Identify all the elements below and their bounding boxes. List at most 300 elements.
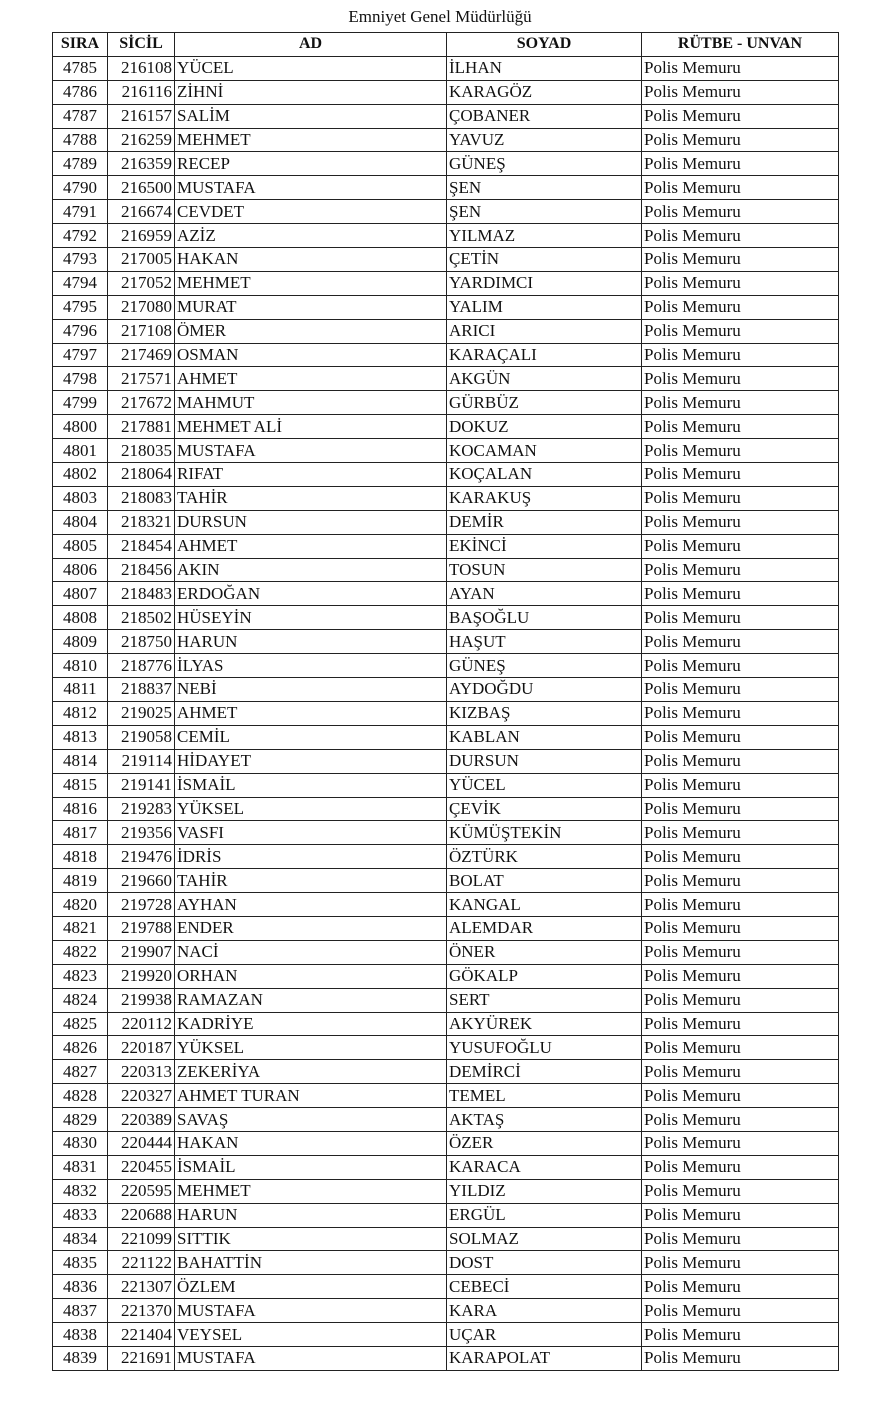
cell-sicil: 221307 (108, 1275, 175, 1299)
cell-soyad: BAŞOĞLU (447, 606, 642, 630)
table-row (53, 1251, 839, 1275)
table-row (53, 893, 839, 917)
cell-unvan: Polis Memuru (642, 869, 839, 893)
cell-sicil: 217108 (108, 319, 175, 343)
table-row (53, 606, 839, 630)
cell-sicil: 218035 (108, 439, 175, 463)
table-row (53, 439, 839, 463)
cell-sira: 4798 (53, 367, 108, 391)
cell-ad: AHMET (175, 701, 447, 725)
cell-ad: AKIN (175, 558, 447, 582)
cell-soyad: ERGÜL (447, 1203, 642, 1227)
cell-sicil: 218064 (108, 463, 175, 487)
cell-soyad: AKYÜREK (447, 1012, 642, 1036)
cell-soyad: EKİNCİ (447, 534, 642, 558)
cell-soyad: ÖNER (447, 940, 642, 964)
cell-unvan: Polis Memuru (642, 1155, 839, 1179)
cell-sicil: 218456 (108, 558, 175, 582)
cell-sicil: 217881 (108, 415, 175, 439)
cell-soyad: İLHAN (447, 56, 642, 80)
cell-sira: 4832 (53, 1179, 108, 1203)
cell-ad: TAHİR (175, 486, 447, 510)
cell-sira: 4809 (53, 630, 108, 654)
table-row (53, 1036, 839, 1060)
cell-soyad: ÇETİN (447, 248, 642, 272)
cell-soyad: TEMEL (447, 1084, 642, 1108)
cell-sicil: 216116 (108, 80, 175, 104)
table-body (53, 56, 839, 1370)
table-row (53, 367, 839, 391)
table-header-row (53, 33, 839, 57)
cell-ad: VASFI (175, 821, 447, 845)
cell-unvan: Polis Memuru (642, 749, 839, 773)
cell-ad: BAHATTİN (175, 1251, 447, 1275)
cell-soyad: KARAÇALI (447, 343, 642, 367)
cell-sira: 4833 (53, 1203, 108, 1227)
cell-unvan: Polis Memuru (642, 1179, 839, 1203)
cell-ad: ÖMER (175, 319, 447, 343)
table-row (53, 1275, 839, 1299)
table-row (53, 558, 839, 582)
cell-sicil: 218083 (108, 486, 175, 510)
table-row (53, 128, 839, 152)
table-row (53, 1179, 839, 1203)
cell-ad: AHMET TURAN (175, 1084, 447, 1108)
cell-soyad: TOSUN (447, 558, 642, 582)
cell-sicil: 219356 (108, 821, 175, 845)
cell-ad: SALİM (175, 104, 447, 128)
cell-sira: 4827 (53, 1060, 108, 1084)
cell-sira: 4823 (53, 964, 108, 988)
cell-ad: NACİ (175, 940, 447, 964)
table-row (53, 773, 839, 797)
table-row (53, 343, 839, 367)
table-row (53, 1299, 839, 1323)
table-row (53, 248, 839, 272)
cell-sicil: 220187 (108, 1036, 175, 1060)
table-row (53, 869, 839, 893)
column-header-soyad: SOYAD (447, 33, 642, 57)
cell-unvan: Polis Memuru (642, 56, 839, 80)
table-row (53, 200, 839, 224)
cell-sicil: 218837 (108, 678, 175, 702)
cell-sicil: 220389 (108, 1108, 175, 1132)
cell-sicil: 216359 (108, 152, 175, 176)
table-row (53, 1108, 839, 1132)
table-row (53, 415, 839, 439)
table-row (53, 1323, 839, 1347)
cell-soyad: KIZBAŞ (447, 701, 642, 725)
cell-soyad: KÜMÜŞTEKİN (447, 821, 642, 845)
cell-ad: ENDER (175, 916, 447, 940)
cell-sira: 4787 (53, 104, 108, 128)
cell-unvan: Polis Memuru (642, 606, 839, 630)
cell-sicil: 218321 (108, 510, 175, 534)
cell-unvan: Polis Memuru (642, 654, 839, 678)
cell-soyad: SOLMAZ (447, 1227, 642, 1251)
cell-soyad: KARACA (447, 1155, 642, 1179)
cell-sira: 4813 (53, 725, 108, 749)
cell-sicil: 219728 (108, 893, 175, 917)
cell-ad: CEMİL (175, 725, 447, 749)
cell-sira: 4812 (53, 701, 108, 725)
cell-sira: 4799 (53, 391, 108, 415)
table-row (53, 534, 839, 558)
cell-sira: 4789 (53, 152, 108, 176)
cell-sira: 4826 (53, 1036, 108, 1060)
cell-soyad: DOST (447, 1251, 642, 1275)
cell-ad: TAHİR (175, 869, 447, 893)
cell-ad: OSMAN (175, 343, 447, 367)
cell-sira: 4803 (53, 486, 108, 510)
cell-soyad: DOKUZ (447, 415, 642, 439)
cell-soyad: KARAKUŞ (447, 486, 642, 510)
cell-sira: 4821 (53, 916, 108, 940)
cell-sicil: 219114 (108, 749, 175, 773)
cell-sira: 4831 (53, 1155, 108, 1179)
cell-ad: MEHMET (175, 271, 447, 295)
cell-unvan: Polis Memuru (642, 1323, 839, 1347)
cell-sicil: 218776 (108, 654, 175, 678)
cell-sira: 4824 (53, 988, 108, 1012)
cell-sicil: 216157 (108, 104, 175, 128)
cell-soyad: YALIM (447, 295, 642, 319)
cell-soyad: BOLAT (447, 869, 642, 893)
cell-ad: AHMET (175, 367, 447, 391)
cell-sicil: 220444 (108, 1131, 175, 1155)
column-header-sicil: SİCİL (108, 33, 175, 57)
cell-unvan: Polis Memuru (642, 343, 839, 367)
table-row (53, 988, 839, 1012)
table-row (53, 821, 839, 845)
cell-sira: 4796 (53, 319, 108, 343)
cell-sira: 4801 (53, 439, 108, 463)
cell-sicil: 221370 (108, 1299, 175, 1323)
cell-ad: MEHMET (175, 128, 447, 152)
cell-unvan: Polis Memuru (642, 916, 839, 940)
cell-ad: YÜKSEL (175, 797, 447, 821)
cell-ad: MURAT (175, 295, 447, 319)
cell-soyad: CEBECİ (447, 1275, 642, 1299)
cell-ad: ORHAN (175, 964, 447, 988)
table-row (53, 845, 839, 869)
table-row (53, 1155, 839, 1179)
cell-sira: 4828 (53, 1084, 108, 1108)
cell-sira: 4815 (53, 773, 108, 797)
cell-unvan: Polis Memuru (642, 678, 839, 702)
cell-soyad: KANGAL (447, 893, 642, 917)
cell-sira: 4795 (53, 295, 108, 319)
cell-sira: 4804 (53, 510, 108, 534)
cell-ad: MUSTAFA (175, 1299, 447, 1323)
cell-sira: 4802 (53, 463, 108, 487)
page-title: Emniyet Genel Müdürlüğü (348, 7, 532, 26)
cell-ad: HAKAN (175, 248, 447, 272)
cell-unvan: Polis Memuru (642, 80, 839, 104)
cell-sicil: 219660 (108, 869, 175, 893)
cell-unvan: Polis Memuru (642, 224, 839, 248)
cell-sira: 4839 (53, 1346, 108, 1370)
cell-sira: 4805 (53, 534, 108, 558)
cell-sicil: 216500 (108, 176, 175, 200)
cell-unvan: Polis Memuru (642, 773, 839, 797)
cell-soyad: ŞEN (447, 200, 642, 224)
cell-ad: ÖZLEM (175, 1275, 447, 1299)
cell-sicil: 216959 (108, 224, 175, 248)
cell-ad: MEHMET (175, 1179, 447, 1203)
cell-ad: RIFAT (175, 463, 447, 487)
cell-ad: ZEKERİYA (175, 1060, 447, 1084)
cell-ad: İDRİS (175, 845, 447, 869)
cell-sicil: 216674 (108, 200, 175, 224)
cell-sira: 4797 (53, 343, 108, 367)
cell-unvan: Polis Memuru (642, 725, 839, 749)
cell-sira: 4836 (53, 1275, 108, 1299)
table-row (53, 654, 839, 678)
cell-soyad: ÖZTÜRK (447, 845, 642, 869)
table-row (53, 940, 839, 964)
cell-sira: 4785 (53, 56, 108, 80)
cell-sira: 4794 (53, 271, 108, 295)
cell-ad: HÜSEYİN (175, 606, 447, 630)
cell-sira: 4822 (53, 940, 108, 964)
cell-soyad: ÇEVİK (447, 797, 642, 821)
cell-soyad: KOÇALAN (447, 463, 642, 487)
cell-unvan: Polis Memuru (642, 1203, 839, 1227)
cell-sira: 4790 (53, 176, 108, 200)
cell-soyad: SERT (447, 988, 642, 1012)
cell-ad: AYHAN (175, 893, 447, 917)
cell-unvan: Polis Memuru (642, 1251, 839, 1275)
cell-ad: YÜCEL (175, 56, 447, 80)
cell-soyad: GÜNEŞ (447, 152, 642, 176)
cell-sicil: 221122 (108, 1251, 175, 1275)
cell-sira: 4800 (53, 415, 108, 439)
table-row (53, 319, 839, 343)
cell-soyad: KARA (447, 1299, 642, 1323)
cell-unvan: Polis Memuru (642, 630, 839, 654)
cell-unvan: Polis Memuru (642, 152, 839, 176)
table-row (53, 463, 839, 487)
cell-sicil: 219141 (108, 773, 175, 797)
cell-unvan: Polis Memuru (642, 439, 839, 463)
cell-soyad: KABLAN (447, 725, 642, 749)
cell-sira: 4825 (53, 1012, 108, 1036)
cell-ad: MUSTAFA (175, 439, 447, 463)
cell-soyad: GÜNEŞ (447, 654, 642, 678)
cell-sira: 4817 (53, 821, 108, 845)
cell-unvan: Polis Memuru (642, 200, 839, 224)
cell-sira: 4829 (53, 1108, 108, 1132)
column-header-sira: SIRA (53, 33, 108, 57)
cell-soyad: GÖKALP (447, 964, 642, 988)
table-row (53, 1346, 839, 1370)
cell-unvan: Polis Memuru (642, 319, 839, 343)
cell-unvan: Polis Memuru (642, 367, 839, 391)
cell-sicil: 216259 (108, 128, 175, 152)
cell-unvan: Polis Memuru (642, 558, 839, 582)
personnel-table (52, 32, 839, 1371)
cell-soyad: ALEMDAR (447, 916, 642, 940)
cell-ad: HARUN (175, 1203, 447, 1227)
cell-unvan: Polis Memuru (642, 1131, 839, 1155)
cell-sicil: 217469 (108, 343, 175, 367)
cell-sira: 4834 (53, 1227, 108, 1251)
cell-soyad: DURSUN (447, 749, 642, 773)
cell-sicil: 220112 (108, 1012, 175, 1036)
table-row (53, 224, 839, 248)
cell-ad: SITTIK (175, 1227, 447, 1251)
cell-unvan: Polis Memuru (642, 701, 839, 725)
cell-sira: 4830 (53, 1131, 108, 1155)
cell-soyad: ŞEN (447, 176, 642, 200)
cell-soyad: KARAPOLAT (447, 1346, 642, 1370)
cell-sicil: 218454 (108, 534, 175, 558)
cell-ad: DURSUN (175, 510, 447, 534)
cell-sicil: 219283 (108, 797, 175, 821)
cell-ad: NEBİ (175, 678, 447, 702)
cell-ad: MEHMET ALİ (175, 415, 447, 439)
cell-sira: 4819 (53, 869, 108, 893)
cell-sicil: 219907 (108, 940, 175, 964)
cell-unvan: Polis Memuru (642, 1275, 839, 1299)
cell-sira: 4786 (53, 80, 108, 104)
table-row (53, 104, 839, 128)
cell-soyad: AKGÜN (447, 367, 642, 391)
cell-sira: 4837 (53, 1299, 108, 1323)
table-row (53, 701, 839, 725)
cell-sira: 4806 (53, 558, 108, 582)
cell-unvan: Polis Memuru (642, 391, 839, 415)
table-row (53, 797, 839, 821)
table-row (53, 1012, 839, 1036)
cell-ad: SAVAŞ (175, 1108, 447, 1132)
cell-soyad: ÖZER (447, 1131, 642, 1155)
cell-sicil: 219788 (108, 916, 175, 940)
cell-sicil: 221404 (108, 1323, 175, 1347)
cell-ad: ZİHNİ (175, 80, 447, 104)
cell-soyad: DEMİRCİ (447, 1060, 642, 1084)
table-row (53, 80, 839, 104)
table-row (53, 510, 839, 534)
cell-unvan: Polis Memuru (642, 248, 839, 272)
cell-soyad: YILDIZ (447, 1179, 642, 1203)
cell-unvan: Polis Memuru (642, 534, 839, 558)
cell-sicil: 220455 (108, 1155, 175, 1179)
cell-ad: İSMAİL (175, 773, 447, 797)
cell-unvan: Polis Memuru (642, 821, 839, 845)
cell-unvan: Polis Memuru (642, 1084, 839, 1108)
cell-soyad: UÇAR (447, 1323, 642, 1347)
cell-sicil: 219058 (108, 725, 175, 749)
cell-sicil: 220313 (108, 1060, 175, 1084)
cell-ad: RECEP (175, 152, 447, 176)
cell-ad: MUSTAFA (175, 176, 447, 200)
cell-ad: MAHMUT (175, 391, 447, 415)
cell-sira: 4811 (53, 678, 108, 702)
cell-soyad: YAVUZ (447, 128, 642, 152)
cell-unvan: Polis Memuru (642, 104, 839, 128)
cell-sira: 4808 (53, 606, 108, 630)
cell-unvan: Polis Memuru (642, 940, 839, 964)
table-row (53, 486, 839, 510)
cell-ad: AZİZ (175, 224, 447, 248)
cell-sira: 4791 (53, 200, 108, 224)
table-row (53, 1203, 839, 1227)
cell-soyad: AKTAŞ (447, 1108, 642, 1132)
cell-unvan: Polis Memuru (642, 463, 839, 487)
cell-ad: HARUN (175, 630, 447, 654)
cell-sira: 4807 (53, 582, 108, 606)
column-header-unvan: RÜTBE - UNVAN (642, 33, 839, 57)
cell-ad: KADRİYE (175, 1012, 447, 1036)
cell-unvan: Polis Memuru (642, 1060, 839, 1084)
cell-sira: 4793 (53, 248, 108, 272)
cell-sicil: 219025 (108, 701, 175, 725)
cell-unvan: Polis Memuru (642, 1227, 839, 1251)
cell-sira: 4818 (53, 845, 108, 869)
cell-ad: CEVDET (175, 200, 447, 224)
cell-ad: RAMAZAN (175, 988, 447, 1012)
table-row (53, 1131, 839, 1155)
cell-unvan: Polis Memuru (642, 271, 839, 295)
cell-unvan: Polis Memuru (642, 893, 839, 917)
table-row (53, 1227, 839, 1251)
cell-soyad: AYAN (447, 582, 642, 606)
cell-sira: 4835 (53, 1251, 108, 1275)
cell-sicil: 216108 (108, 56, 175, 80)
cell-unvan: Polis Memuru (642, 797, 839, 821)
cell-unvan: Polis Memuru (642, 1036, 839, 1060)
cell-sicil: 219476 (108, 845, 175, 869)
table-row (53, 271, 839, 295)
table-row (53, 56, 839, 80)
cell-ad: ERDOĞAN (175, 582, 447, 606)
table-row (53, 295, 839, 319)
cell-unvan: Polis Memuru (642, 415, 839, 439)
cell-soyad: DEMİR (447, 510, 642, 534)
cell-ad: VEYSEL (175, 1323, 447, 1347)
table-row (53, 725, 839, 749)
cell-sicil: 220327 (108, 1084, 175, 1108)
table-row (53, 176, 839, 200)
cell-soyad: GÜRBÜZ (447, 391, 642, 415)
cell-sicil: 221691 (108, 1346, 175, 1370)
cell-ad: İLYAS (175, 654, 447, 678)
cell-soyad: YUSUFOĞLU (447, 1036, 642, 1060)
cell-sira: 4838 (53, 1323, 108, 1347)
cell-sira: 4810 (53, 654, 108, 678)
cell-unvan: Polis Memuru (642, 1108, 839, 1132)
cell-sicil: 221099 (108, 1227, 175, 1251)
cell-unvan: Polis Memuru (642, 964, 839, 988)
cell-ad: YÜKSEL (175, 1036, 447, 1060)
cell-sicil: 218502 (108, 606, 175, 630)
cell-soyad: HAŞUT (447, 630, 642, 654)
cell-unvan: Polis Memuru (642, 1012, 839, 1036)
table-row (53, 678, 839, 702)
cell-soyad: YÜCEL (447, 773, 642, 797)
cell-ad: HAKAN (175, 1131, 447, 1155)
cell-ad: AHMET (175, 534, 447, 558)
cell-unvan: Polis Memuru (642, 295, 839, 319)
table-row (53, 152, 839, 176)
cell-sicil: 218750 (108, 630, 175, 654)
cell-sicil: 217080 (108, 295, 175, 319)
column-header-ad: AD (175, 33, 447, 57)
cell-sira: 4814 (53, 749, 108, 773)
cell-sicil: 220688 (108, 1203, 175, 1227)
